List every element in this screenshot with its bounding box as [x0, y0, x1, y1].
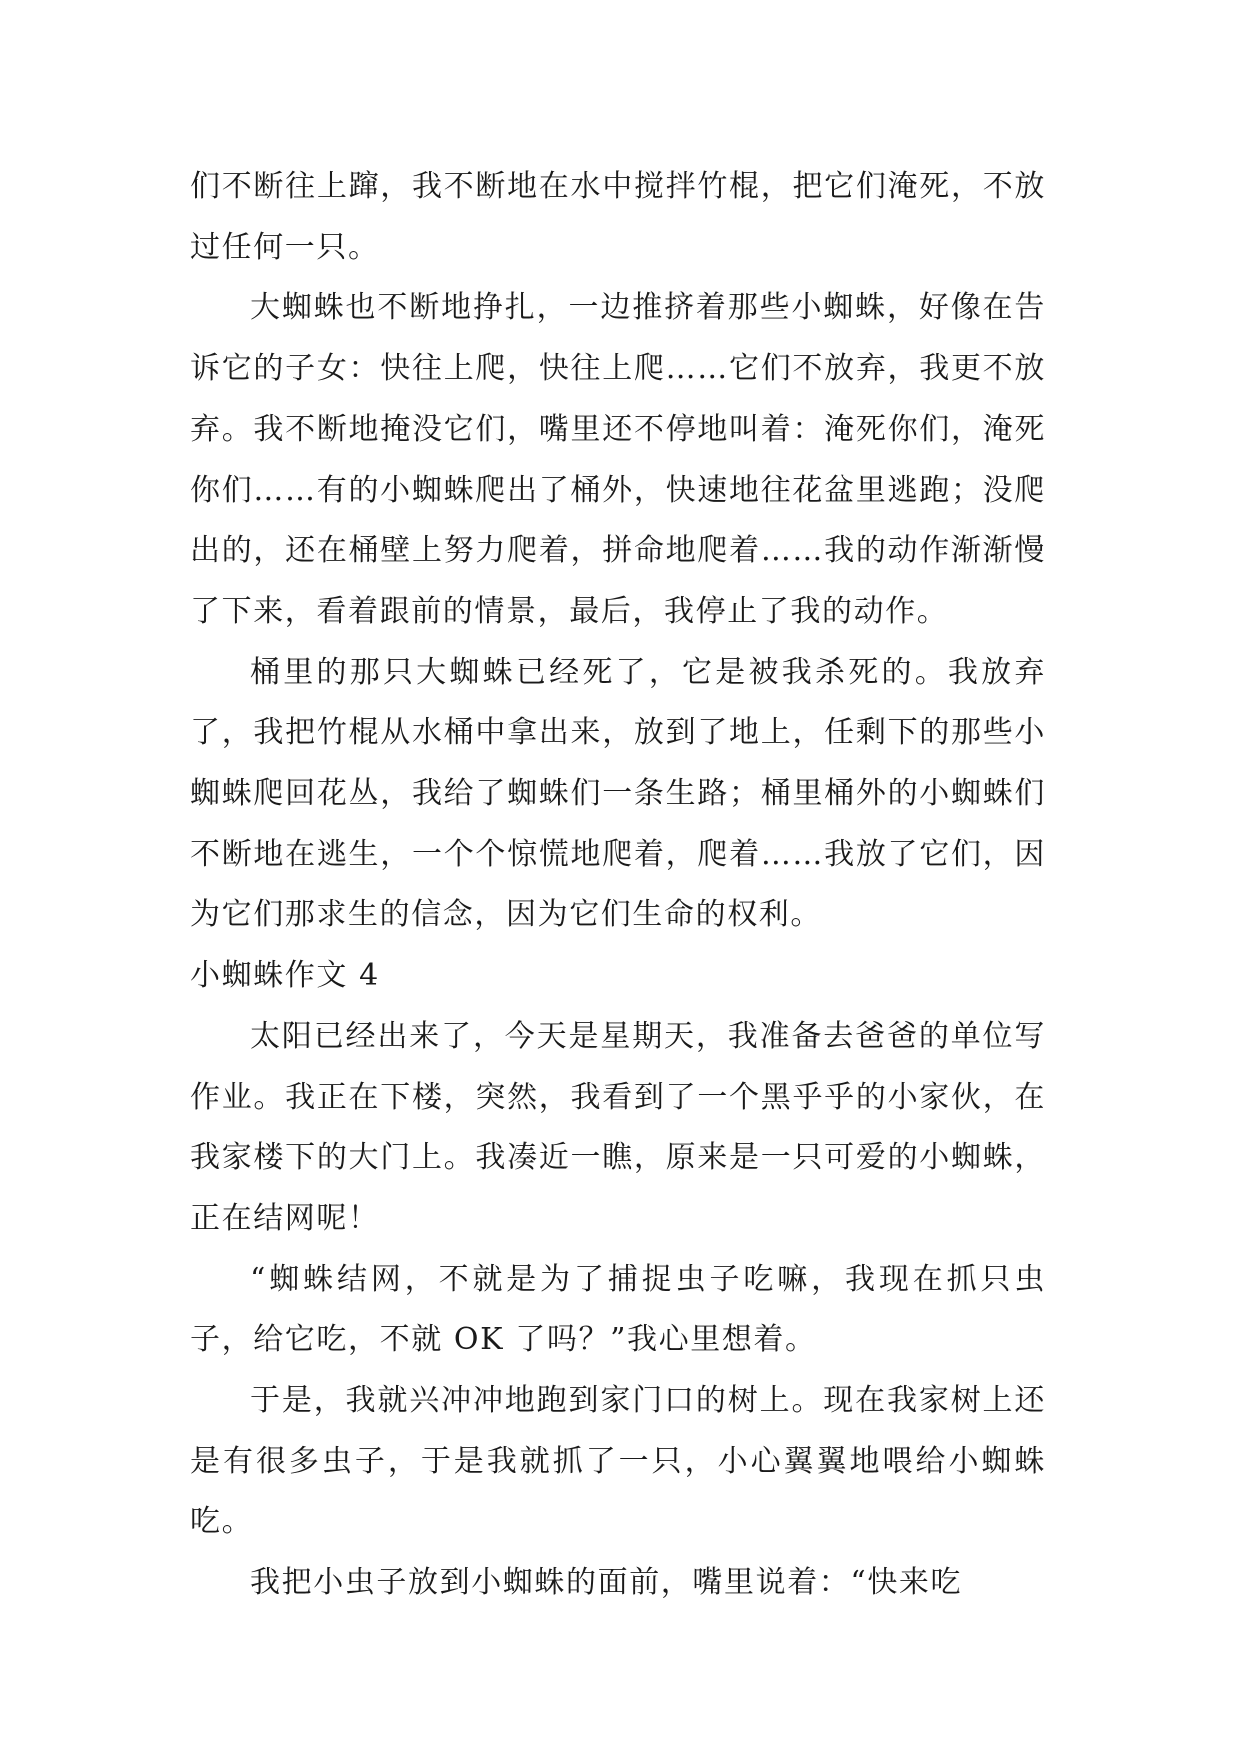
- paragraph: 桶里的那只大蜘蛛已经死了，它是被我杀死的。我放弃了，我把竹棍从水桶中拿出来，放到了地上，任剩下的那些小蜘蛛爬回花丛，我给了蜘蛛们一条生路；桶里桶外的小蜘蛛们不断地在逃生，一个个惊慌地爬着，爬着……我放了它们，因为它们那求生的信念，因为它们生命的权利。: [190, 654, 1046, 933]
- paragraph: 我把小虫子放到小蜘蛛的面前，嘴里说着：“快来吃: [250, 1565, 963, 1601]
- paragraph: “蜘蛛结网，不就是为了捕捉虫子吃嘛，我现在抓只虫子，给它吃，不就 OK 了吗？”我心里想着。: [190, 1261, 1046, 1358]
- paragraph: 大蜘蛛也不断地挣扎，一边推挤着那些小蜘蛛，好像在告诉它的子女：快往上爬，快往上爬……它们不放弃，我更不放弃。我不断地掩没它们，嘴里还不停地叫着：淹死你们，淹死你们……有的小蜘蛛爬出了桶外，快速地往花盆里逃跑；没爬出的，还在桶壁上努力爬着，拼命地爬着……我的动作渐渐慢了下来，看着跟前的情景，最后，我停止了我的动作。: [190, 290, 1046, 629]
- section-heading: 小蜘蛛作文 4: [190, 958, 380, 994]
- paragraph-continuation: 们不断往上蹿，我不断地在水中搅拌竹棍，把它们淹死，不放过任何一只。: [190, 169, 1046, 265]
- paragraph: 于是，我就兴冲冲地跑到家门口的树上。现在我家树上还是有很多虫子，于是我就抓了一只，小心翼翼地喂给小蜘蛛吃。: [190, 1383, 1046, 1540]
- document-body: [190, 157, 1046, 1614]
- paragraph: 太阳已经出来了，今天是星期天，我准备去爸爸的单位写作业。我正在下楼，突然，我看到了一个黑乎乎的小家伙，在我家楼下的大门上。我凑近一瞧，原来是一只可爱的小蜘蛛，正在结网呢！: [190, 1018, 1046, 1236]
